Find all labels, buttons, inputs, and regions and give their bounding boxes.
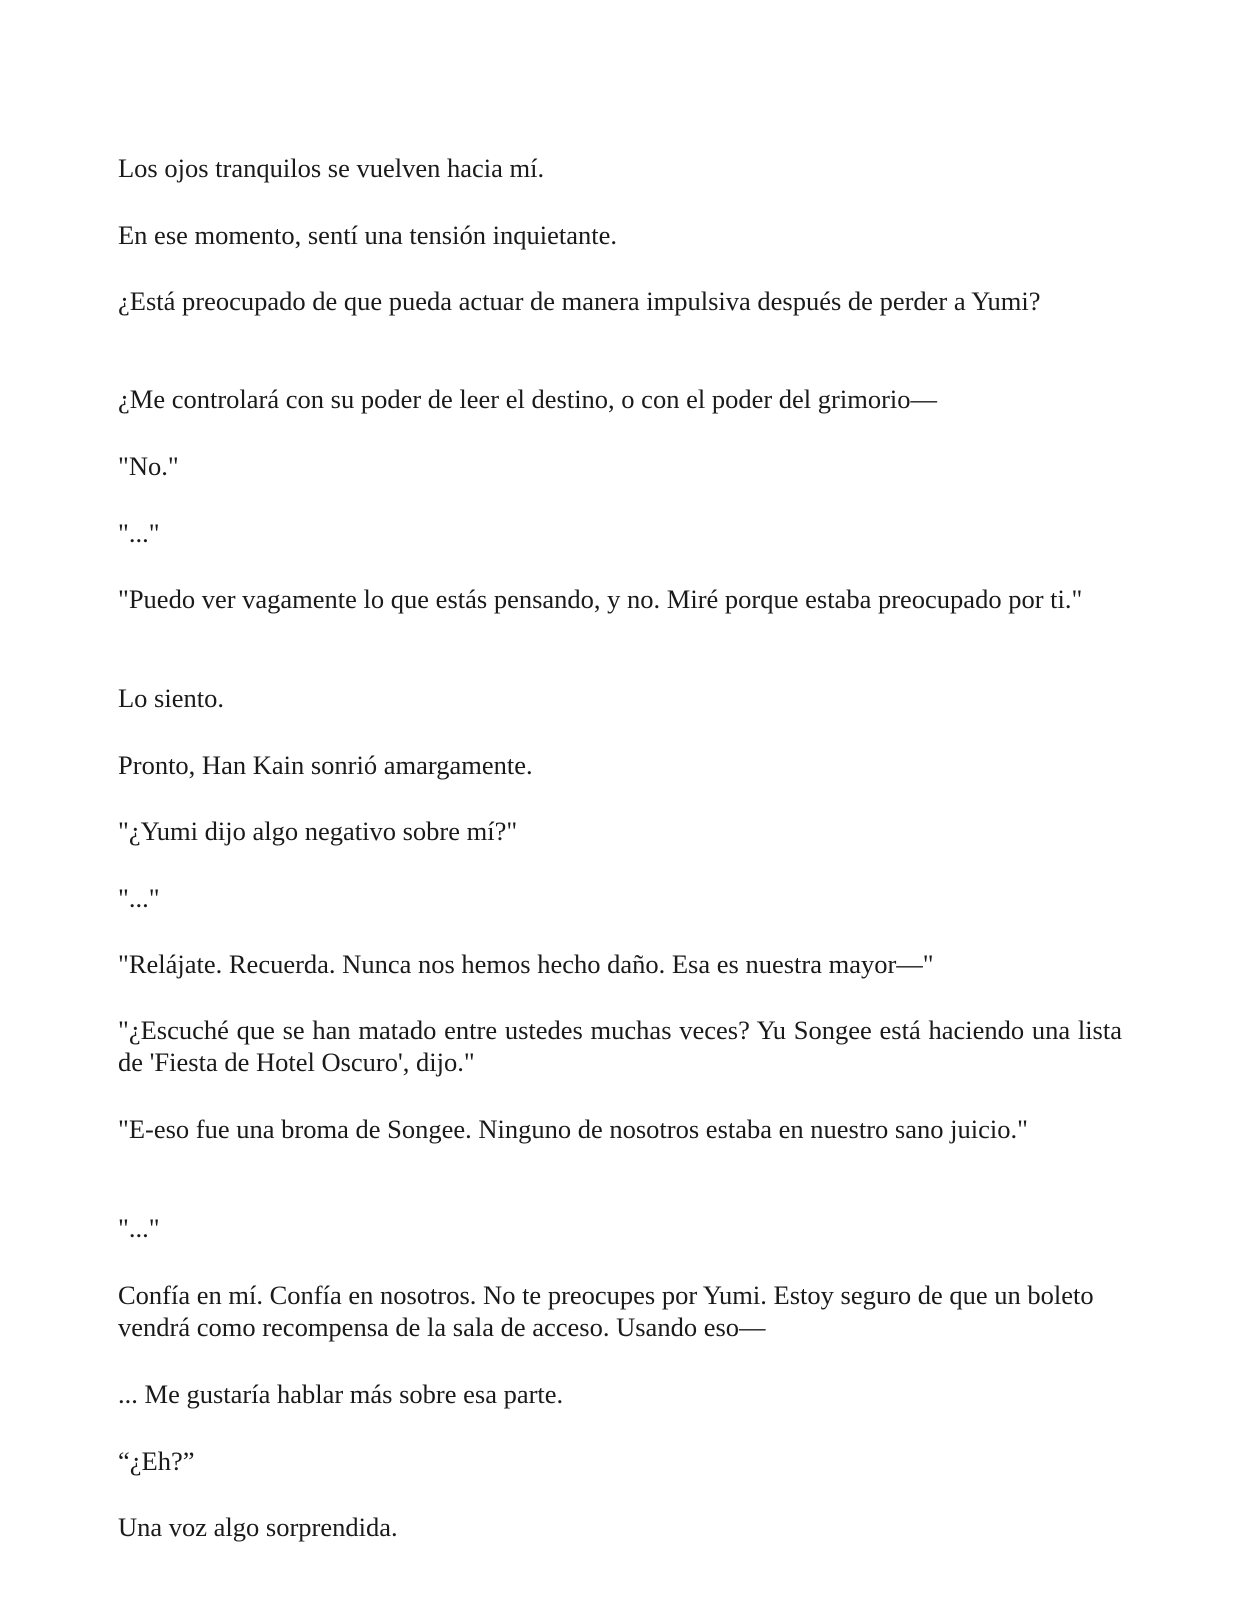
paragraph: ¿Me controlará con su poder de leer el destino, o con el poder del grimorio— (118, 384, 938, 414)
paragraph: "Relájate. Recuerda. Nunca nos hemos hecho daño. Esa es nuestra mayor—" (118, 949, 934, 979)
paragraph: Confía en mí. Confía en nosotros. No te preocupes por Yumi. Estoy seguro de que un boleto vendrá como recompensa de la sala de acceso. Usando eso— (118, 1280, 1094, 1342)
paragraph: Los ojos tranquilos se vuelven hacia mí. (118, 153, 545, 183)
paragraph: "..." (118, 1213, 160, 1243)
paragraph: Pronto, Han Kain sonrió amargamente. (118, 750, 533, 780)
paragraph: "¿Escuché que se han matado entre ustedes muchas veces? Yu Songee está haciendo una lista de 'Fiesta de Hotel Oscuro', dijo." (118, 1015, 1122, 1077)
paragraph: "No." (118, 451, 179, 481)
paragraph: "¿Yumi dijo algo negativo sobre mí?" (118, 816, 518, 846)
paragraph: Lo siento. (118, 683, 224, 713)
paragraph: En ese momento, sentí una tensión inquietante. (118, 220, 617, 250)
paragraph: "..." (118, 518, 160, 548)
paragraph: “¿Eh?” (118, 1446, 195, 1476)
paragraph: "E-eso fue una broma de Songee. Ninguno de nosotros estaba en nuestro sano juicio." (118, 1114, 1028, 1144)
paragraph: "Puedo ver vagamente lo que estás pensando, y no. Miré porque estaba preocupado por ti." (118, 584, 1083, 614)
paragraph: Una voz algo sorprendida. (118, 1512, 398, 1542)
paragraph: ¿Está preocupado de que pueda actuar de manera impulsiva después de perder a Yumi? (118, 286, 1041, 316)
paragraph: ... Me gustaría hablar más sobre esa parte. (118, 1379, 564, 1409)
paragraph: "..." (118, 883, 160, 913)
